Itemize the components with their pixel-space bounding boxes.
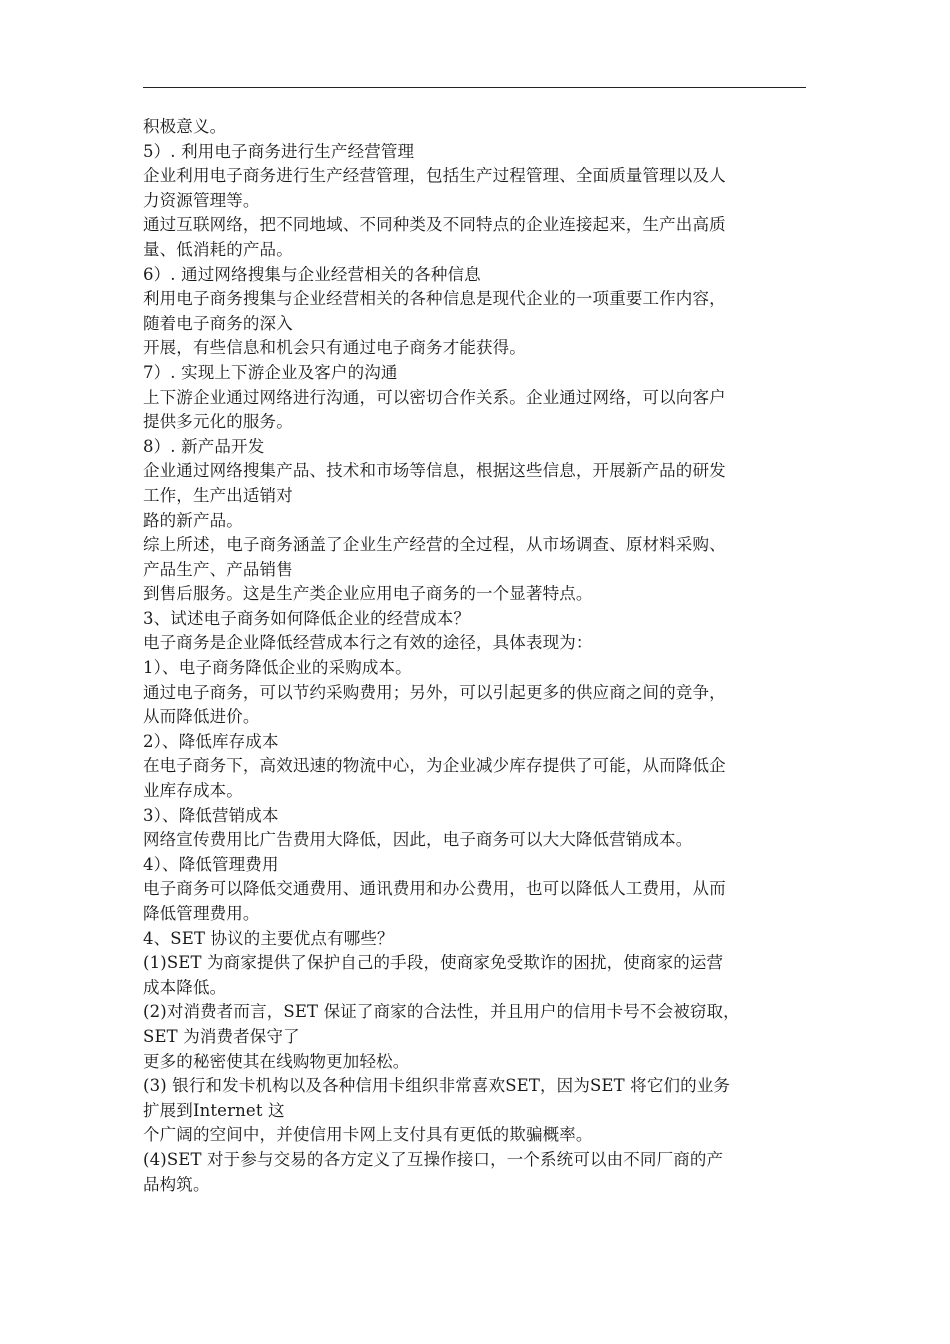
section-heading: 2）、降低库存成本 [143,731,279,751]
text-line: 扩展到Internet 这 [143,1100,285,1120]
text-line: 利用电子商务搜集与企业经营相关的各种信息是现代企业的一项重要工作内容， [143,289,726,309]
text-line: 开展，有些信息和机会只有通过电子商务才能获得。 [143,338,526,358]
text-line: 在电子商务下，高效迅速的物流中心，为企业减少库存提供了可能，从而降低企 [143,756,726,776]
text-line: 降低管理费用。 [143,904,260,923]
text-line: 力资源管理等。 [143,190,260,210]
text-line: 电子商务可以降低交通费用、通讯费用和办公费用，也可以降低人工费用，从而 [143,879,726,899]
text-line: 企业利用电子商务进行生产经营管理，包括生产过程管理、全面质量管理以及人 [143,166,726,186]
text-line: (3) 银行和发卡机构以及各种信用卡组织非常喜欢SET，因为SET 将它们的业务 [143,1076,731,1096]
text-line: (1)SET 为商家提供了保护自己的手段，使商家免受欺诈的困扰，使商家的运营 [143,953,724,973]
text-line: 上下游企业通过网络进行沟通，可以密切合作关系。企业通过网络，可以向客户 [143,387,726,407]
section-heading: 3）、降低营销成本 [143,805,279,825]
section-heading: 7）. 实现上下游企业及客户的沟通 [143,362,398,382]
text-line: 提供多元化的服务。 [143,412,293,432]
text-line: 积极意义。 [143,117,227,136]
text-line: 路的新产品。 [143,510,243,530]
text-line: 业库存成本。 [143,781,243,801]
text-line: 工作，生产出适销对 [143,485,293,505]
text-line: SET 为消费者保守了 [143,1026,300,1046]
section-heading: 1）、电子商务降低企业的采购成本。 [143,658,412,678]
text-line: 综上所述，电子商务涵盖了企业生产经营的全过程，从市场调查、原材料采购、 [143,535,726,555]
text-line: (4)SET 对于参与交易的各方定义了互操作接口，一个系统可以由不同厂商的产 [143,1149,724,1169]
text-line: 品构筑。 [143,1174,210,1194]
header-rule [143,87,806,88]
section-heading: 6）. 通过网络搜集与企业经营相关的各种信息 [143,264,481,284]
text-line: 成本降低。 [143,977,227,997]
section-heading: 8）. 新产品开发 [143,436,265,456]
question-heading: 4、SET 协议的主要优点有哪些？ [143,928,394,948]
text-line: 电子商务是企业降低经营成本行之有效的途径，具体表现为： [143,633,593,653]
text-line: 通过电子商务，可以节约采购费用；另外，可以引起更多的供应商之间的竞争， [143,682,726,702]
section-heading: 5）. 利用电子商务进行生产经营管理 [143,141,415,161]
text-line: 个广阔的空间中，并使信用卡网上支付具有更低的欺骗概率。 [143,1125,593,1145]
section-heading: 4）、降低管理费用 [143,854,279,874]
text-line: 更多的秘密使其在线购物更加轻松。 [143,1051,410,1071]
text-line: (2)对消费者而言，SET 保证了商家的合法性，并且用户的信用卡号不会被窃取， [143,1002,740,1022]
text-line: 网络宣传费用比广告费用大降低，因此，电子商务可以大大降低营销成本。 [143,830,693,850]
question-heading: 3、试述电子商务如何降低企业的经营成本？ [143,608,470,628]
text-line: 企业通过网络搜集产品、技术和市场等信息，根据这些信息，开展新产品的研发 [143,461,726,481]
text-line: 从而降低进价。 [143,707,260,727]
text-line: 到售后服务。这是生产类企业应用电子商务的一个显著特点。 [143,584,593,604]
document-body [143,115,811,1197]
text-line: 产品生产、产品销售 [143,559,293,579]
text-line: 量、低消耗的产品。 [143,239,293,259]
text-line: 通过互联网络，把不同地域、不同种类及不同特点的企业连接起来，生产出高质 [143,215,726,235]
text-line: 随着电子商务的深入 [143,313,293,333]
